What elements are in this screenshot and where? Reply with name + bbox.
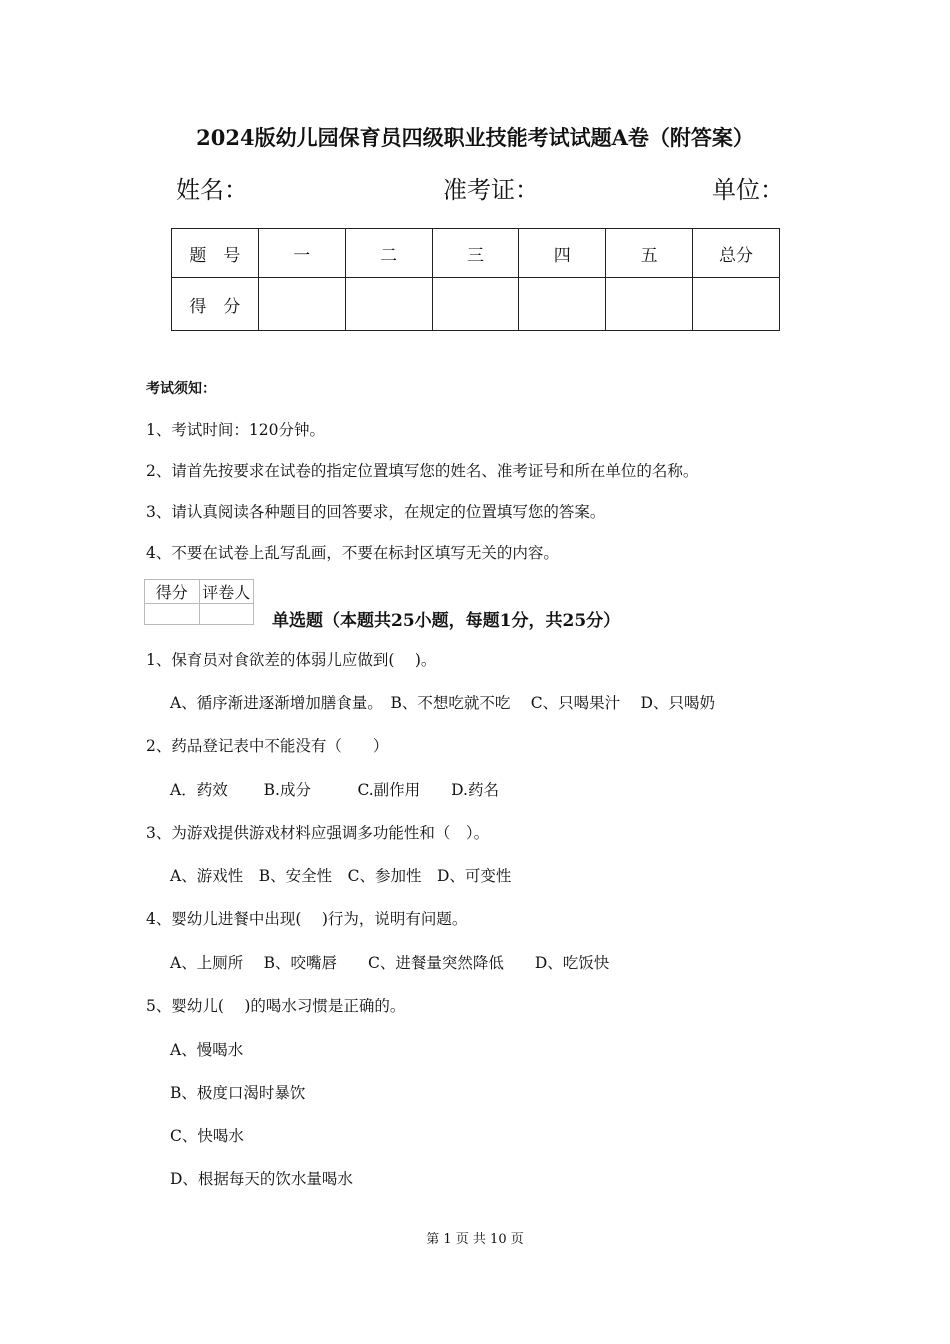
question-option: A、慢喝水 — [170, 1041, 244, 1059]
question-stem: 3、为游戏提供游戏材料应强调多功能性和（ ）。 — [146, 824, 490, 842]
notice-item: 3、请认真阅读各种题目的回答要求，在规定的位置填写您的答案。 — [146, 503, 606, 521]
grader-score-label: 得分 — [145, 580, 200, 604]
score-header-cell: 四 — [519, 229, 606, 278]
unit-label: 单位： — [712, 176, 784, 204]
exam-id-label: 准考证： — [443, 176, 539, 204]
score-cell[interactable] — [693, 278, 780, 331]
question-stem: 5、婴幼儿( )的喝水习惯是正确的。 — [146, 997, 406, 1015]
grader-name-label: 评卷人 — [199, 580, 254, 604]
score-cell[interactable] — [519, 278, 606, 331]
notice-item: 2、请首先按要求在试卷的指定位置填写您的姓名、准考证号和所在单位的名称。 — [146, 462, 699, 480]
page-footer: 第 1 页 共 10 页 — [426, 1232, 524, 1247]
score-header-cell: 一 — [258, 229, 345, 278]
name-label: 姓名： — [176, 176, 248, 204]
question-stem: 1、保育员对食欲差的体弱儿应做到( )。 — [146, 651, 437, 669]
grader-box — [144, 579, 254, 625]
score-header-cell: 二 — [345, 229, 432, 278]
score-table-score-row — [172, 278, 780, 331]
question-options: A、循序渐进逐渐增加膳食量。 B、不想吃就不吃 C、只喝果汁 D、只喝奶 — [170, 694, 715, 712]
score-table — [171, 228, 780, 331]
question-option: B、极度口渴时暴饮 — [170, 1084, 306, 1102]
question-options: A、上厕所 B、咬嘴唇 C、进餐量突然降低 D、吃饭快 — [170, 954, 610, 972]
notice-heading: 考试须知： — [146, 381, 216, 397]
notice-item: 4、不要在试卷上乱写乱画，不要在标封区填写无关的内容。 — [146, 544, 559, 562]
question-option: D、根据每天的饮水量喝水 — [170, 1170, 353, 1188]
question-option: C、快喝水 — [170, 1127, 244, 1145]
question-options: A．药效 B.成分 C.副作用 D.药名 — [170, 781, 499, 799]
score-header-cell: 五 — [606, 229, 693, 278]
section-title: 单选题（本题共25小题，每题1分，共25分） — [272, 611, 621, 631]
score-table-header-row — [172, 229, 780, 278]
score-cell[interactable] — [258, 278, 345, 331]
score-header-cell: 三 — [432, 229, 519, 278]
question-stem: 4、婴幼儿进餐中出现( )行为，说明有问题。 — [146, 910, 468, 928]
score-header-cell: 题 号 — [172, 229, 259, 278]
exam-title: 2024版幼儿园保育员四级职业技能考试试题A卷（附答案） — [196, 125, 754, 150]
notice-item: 1、考试时间：120分钟。 — [146, 421, 325, 439]
question-stem: 2、药品登记表中不能没有（ ） — [146, 737, 389, 755]
score-row-label: 得 分 — [172, 278, 259, 331]
score-cell[interactable] — [432, 278, 519, 331]
score-cell[interactable] — [606, 278, 693, 331]
score-header-cell: 总分 — [693, 229, 780, 278]
question-options: A、游戏性 B、安全性 C、参加性 D、可变性 — [170, 867, 512, 885]
score-cell[interactable] — [345, 278, 432, 331]
grader-name-cell[interactable] — [199, 604, 254, 625]
grader-score-cell[interactable] — [145, 604, 200, 625]
